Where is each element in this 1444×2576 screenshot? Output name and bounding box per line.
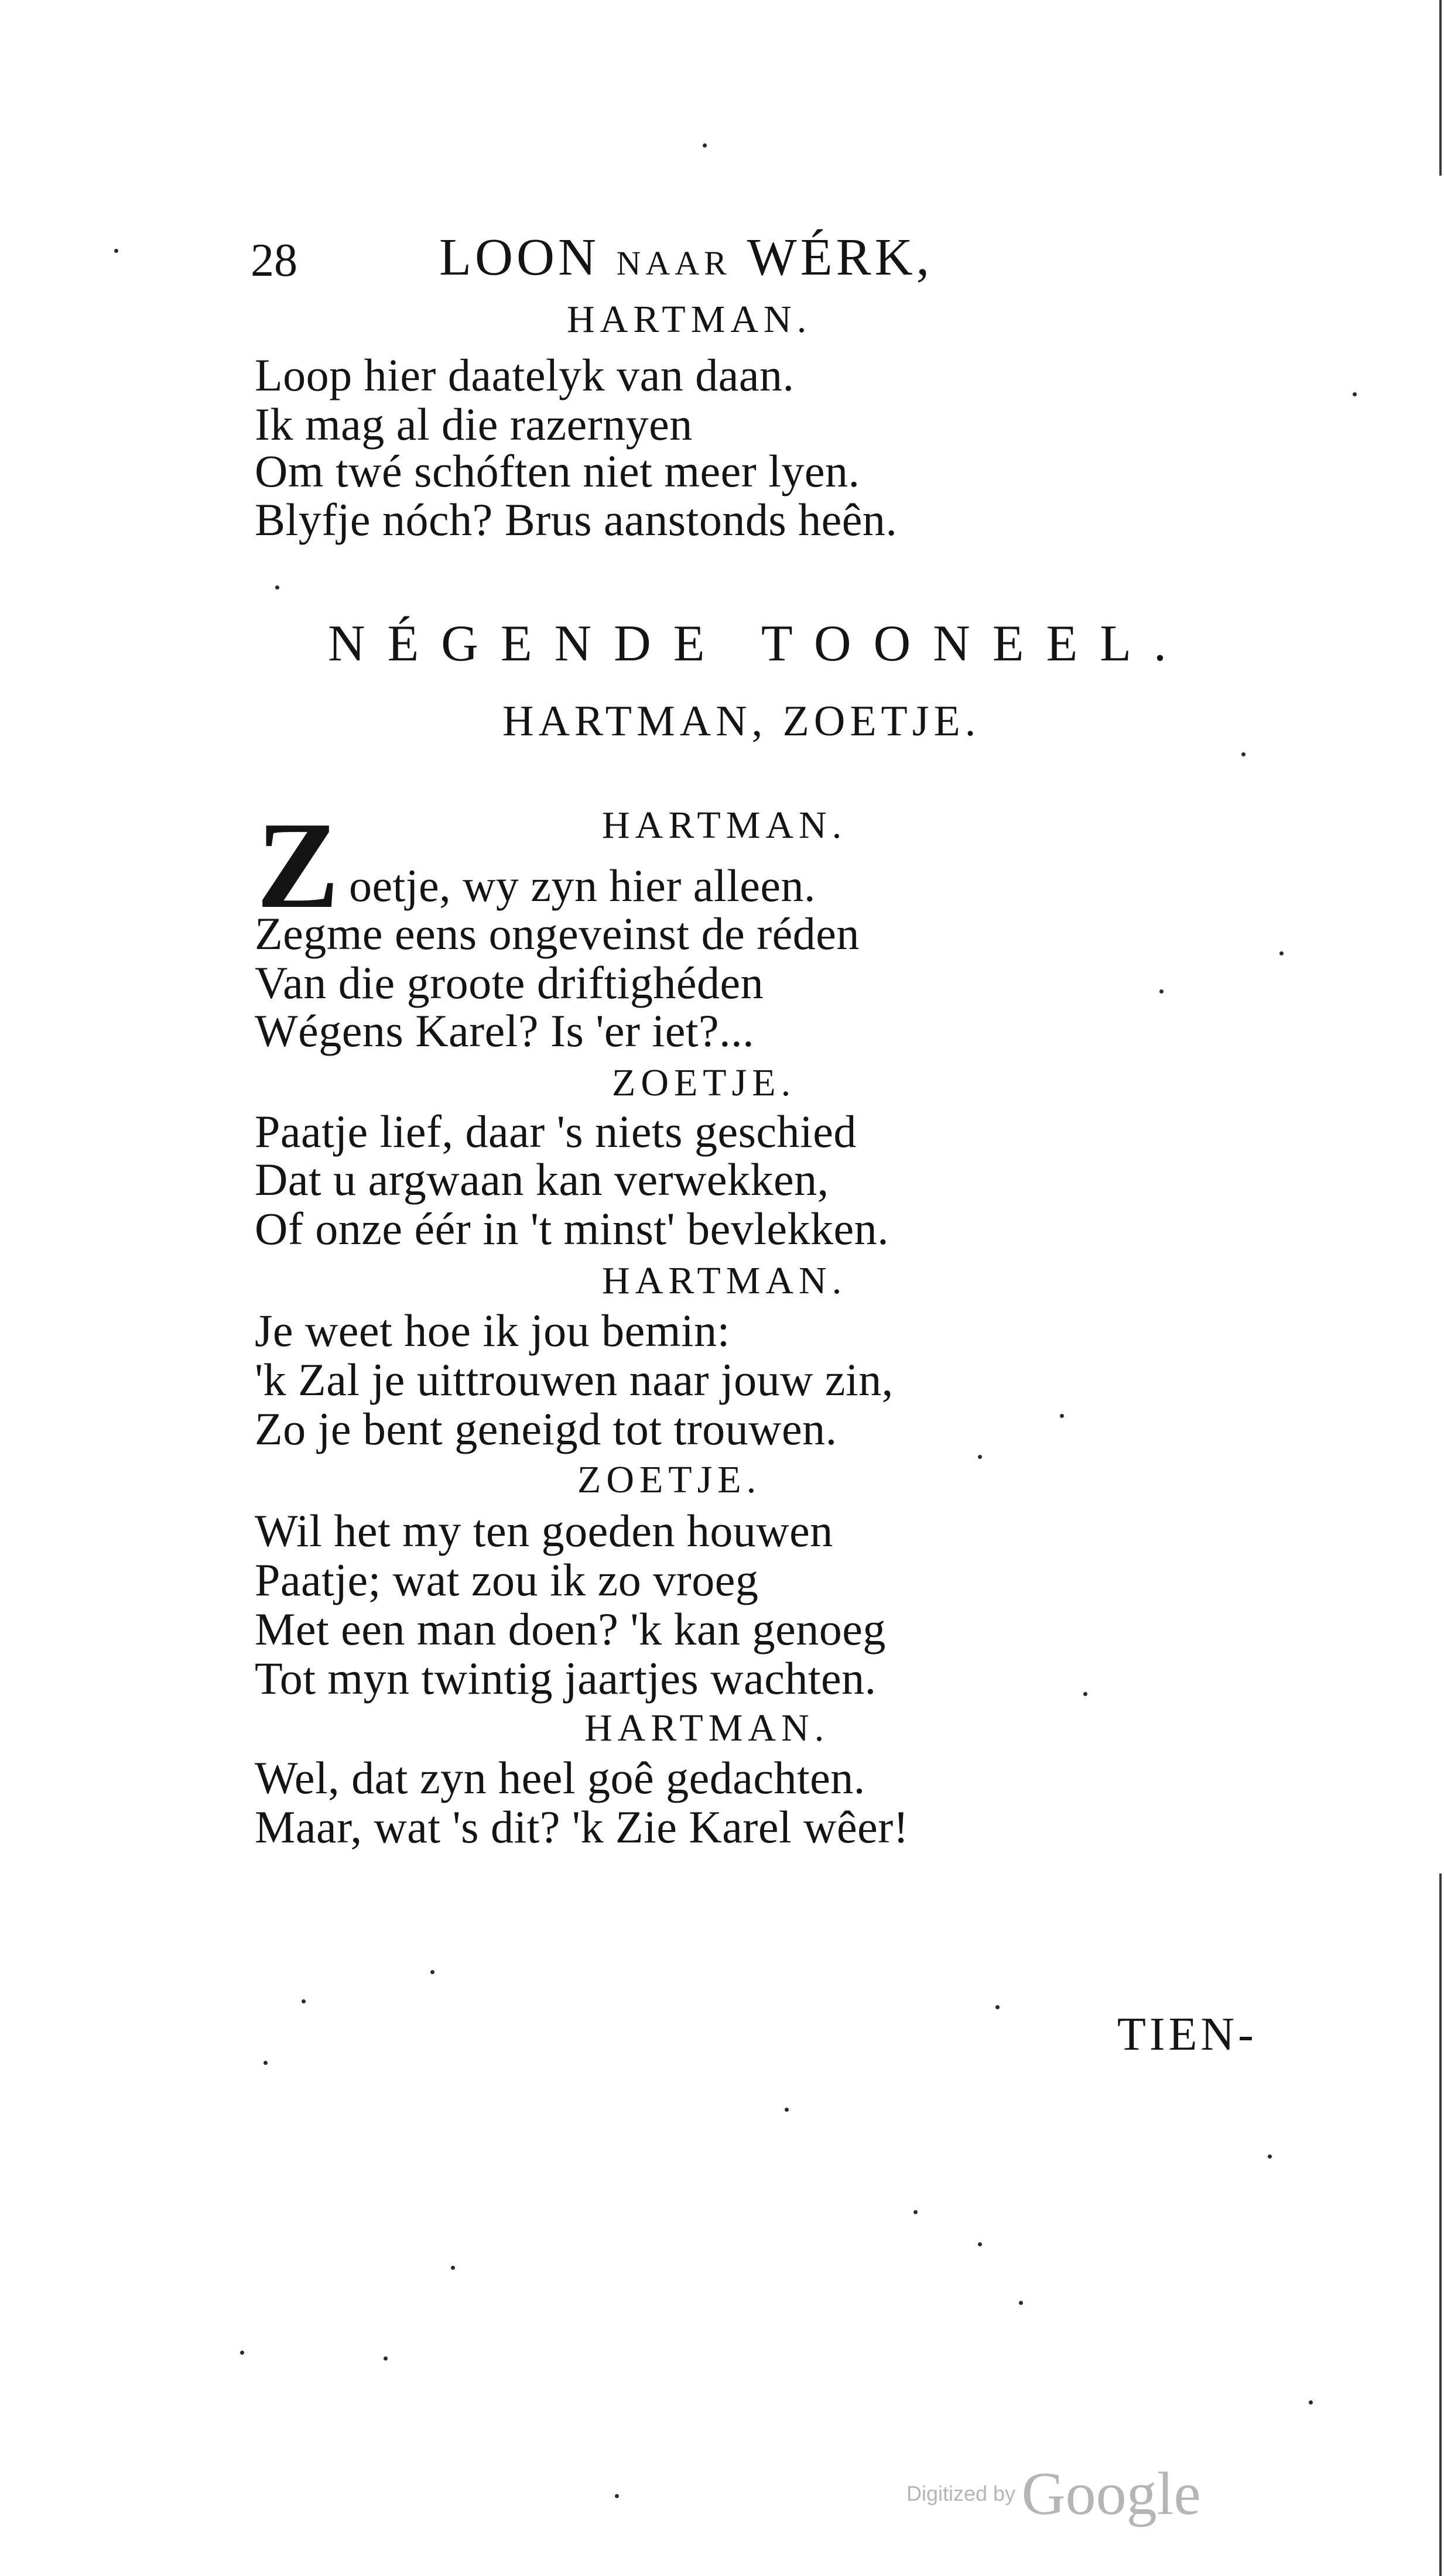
verse-line: Blyfje nóch? Brus aanstonds heên. bbox=[255, 494, 898, 545]
scan-speck bbox=[1279, 951, 1284, 955]
page-number: 28 bbox=[251, 235, 297, 286]
running-header-part: WÉRK, bbox=[747, 228, 933, 286]
google-logo: Google bbox=[1021, 2460, 1201, 2527]
verse-line: Paatje lief, daar 's niets geschied bbox=[255, 1106, 857, 1157]
verse-line: Of onze éér in 't minst' bevlekken. bbox=[255, 1203, 889, 1254]
speaker-name: ZOETJE. bbox=[612, 1061, 796, 1104]
speaker-name: HARTMAN. bbox=[584, 1707, 830, 1749]
scan-speck bbox=[1309, 2400, 1313, 2404]
scan-speck bbox=[615, 2494, 619, 2498]
scan-speck bbox=[240, 2351, 244, 2355]
scan-speck bbox=[913, 2210, 918, 2214]
verse-line: Je weet hoe ik jou bemin: bbox=[255, 1305, 730, 1356]
catchword: TIEN- bbox=[1117, 2009, 1257, 2060]
verse-line: Zegme eens ongeveinst de réden bbox=[255, 908, 860, 959]
verse-line: Maar, wat 's dit? 'k Zie Karel wêer! bbox=[255, 1801, 909, 1852]
verse-line: Met een man doen? 'k kan genoeg bbox=[255, 1604, 886, 1654]
scan-speck bbox=[703, 143, 707, 148]
verse-line: Wel, dat zyn heel goê gedachten. bbox=[255, 1752, 865, 1803]
verse-line: Dat u argwaan kan verwekken, bbox=[255, 1154, 829, 1205]
speaker-name: HARTMAN. bbox=[567, 298, 812, 341]
verse-line: Loop hier daatelyk van daan. bbox=[255, 350, 795, 400]
page-edge-line bbox=[1439, 1873, 1442, 2576]
scan-speck bbox=[1159, 989, 1164, 994]
watermark-prefix: Digitized by bbox=[906, 2481, 1016, 2506]
verse-line: Zo je bent geneigd tot trouwen. bbox=[255, 1403, 837, 1454]
scan-speck bbox=[1019, 2301, 1023, 2305]
verse-line: Wégens Karel? Is 'er iet?... bbox=[255, 1005, 755, 1056]
running-header-part: NAAR bbox=[616, 244, 731, 282]
scene-characters: HARTMAN, ZOETJE. bbox=[502, 697, 981, 745]
verse-line: Tot myn twintig jaartjes wachten. bbox=[255, 1653, 877, 1704]
verse-line: Paatje; wat zou ik zo vroeg bbox=[255, 1554, 759, 1605]
scan-speck bbox=[451, 2266, 455, 2270]
verse-line: Ik mag al die razernyen bbox=[255, 399, 693, 450]
scan-speck bbox=[1268, 2154, 1272, 2159]
running-header bbox=[439, 228, 933, 293]
scan-speck bbox=[978, 1455, 982, 1459]
running-header-part: LOON bbox=[439, 228, 600, 286]
speaker-name: ZOETJE. bbox=[577, 1458, 762, 1501]
scan-speck bbox=[978, 2242, 982, 2246]
verse-line: 'k Zal je uittrouwen naar jouw zin, bbox=[255, 1354, 894, 1405]
verse-line: Wil het my ten goeden houwen bbox=[255, 1505, 833, 1556]
scan-speck bbox=[114, 249, 118, 253]
scan-speck bbox=[1353, 392, 1357, 396]
speaker-name: HARTMAN. bbox=[602, 804, 847, 847]
scan-speck bbox=[430, 1970, 434, 1974]
scene-title: NÉGENDE TOONEEL. bbox=[328, 615, 1189, 672]
digitization-watermark bbox=[906, 2459, 1201, 2529]
page-edge-line bbox=[1439, 0, 1442, 176]
scan-speck bbox=[1241, 752, 1245, 756]
scan-speck bbox=[1060, 1414, 1064, 1418]
verse-line: Van die groote driftighéden bbox=[255, 957, 764, 1008]
verse-line: oetje, wy zyn hier alleen. bbox=[349, 860, 816, 911]
drop-cap: Z bbox=[256, 796, 340, 934]
verse-line: Om twé schóften niet meer lyen. bbox=[255, 446, 860, 496]
scan-speck bbox=[1083, 1692, 1087, 1696]
scan-speck bbox=[384, 2356, 388, 2361]
scan-speck bbox=[785, 2108, 789, 2112]
speaker-name: HARTMAN. bbox=[602, 1259, 847, 1302]
scan-speck bbox=[302, 1999, 306, 2003]
scan-speck bbox=[275, 585, 279, 590]
scan-speck bbox=[995, 2005, 1000, 2009]
scan-speck bbox=[264, 2061, 268, 2065]
